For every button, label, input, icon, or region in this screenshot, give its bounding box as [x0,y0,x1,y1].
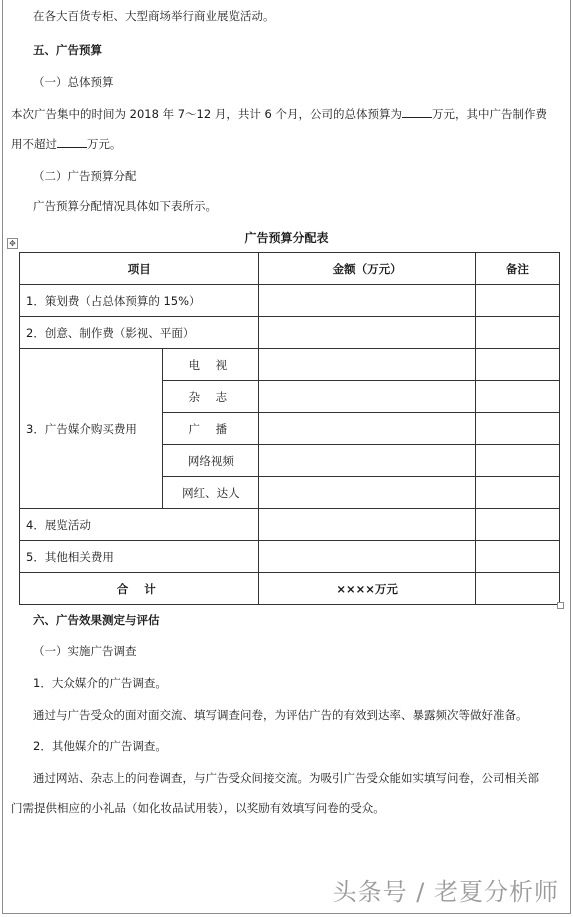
budget-text-b: 万元，其中广告制作费 [431,107,547,121]
section6-heading: 六、广告效果测定与评估 [33,613,160,627]
table-header-row [20,253,560,285]
cell-amount[interactable] [259,477,475,509]
item-mass-media-survey: 1．大众媒介的广告调查。 [33,676,167,690]
paragraph-mass-media: 通过与广告受众的面对面交流、填写调查问卷，为评估广告的有效到达率、暴露频次等做好准备。 [33,708,528,722]
cell-amount[interactable] [259,381,475,413]
cell-remarks[interactable] [475,509,559,541]
paragraph-other-media-line1: 通过网站、杂志上的问卷调查，与广告受众间接交流。为吸引广告受众能如实填写问卷，公司相关部 [33,771,539,785]
media-magazine: 杂 志 [163,381,259,413]
table-row [20,349,560,381]
cell-amount[interactable] [259,317,475,349]
table-row [20,541,560,573]
row-creative-fee: 2．创意、制作费（影视、平面） [20,317,259,349]
cell-remarks[interactable] [475,413,559,445]
paragraph-table-intro: 广告预算分配情况具体如下表所示。 [33,199,217,213]
cell-amount[interactable] [259,413,475,445]
row-other-costs: 5．其他相关费用 [20,541,259,573]
cell-amount[interactable] [259,509,475,541]
cell-amount[interactable] [259,349,475,381]
item-other-media-survey: 2．其他媒介的广告调查。 [33,739,167,753]
header-remarks: 备注 [475,253,559,285]
budget-text-a: 本次广告集中的时间为 2018 年 7～12 月，共计 6 个月，公司的总体预算为 [11,107,402,121]
row-media-purchase: 3．广告媒介购买费用 [20,349,163,509]
total-amount: ××××万元 [259,573,475,605]
blank-total-budget [402,107,432,118]
media-tv: 电 视 [163,349,259,381]
cell-remarks[interactable] [475,477,559,509]
table-row [20,317,560,349]
media-influencers: 网红、达人 [163,477,259,509]
cell-remarks[interactable] [475,317,559,349]
paragraph-other-media-line2: 门需提供相应的小礼品（如化妆品试用装），以奖励有效填写问卷的受众。 [11,801,385,815]
budget-text-c: 用不超过 [11,137,57,151]
cell-remarks[interactable] [475,445,559,477]
total-label: 合 计 [20,573,259,605]
subheading-budget-allocation: （二）广告预算分配 [33,169,137,183]
cell-remarks[interactable] [475,381,559,413]
paragraph-budget-line2 [11,136,122,152]
budget-text-d: 万元。 [87,137,122,151]
table-title: 广告预算分配表 [244,231,329,245]
header-amount: 金额（万元） [259,253,475,285]
table-move-handle-icon[interactable]: ✥ [7,238,18,249]
media-online-video: 网络视频 [163,445,259,477]
subheading-overall-budget: （一）总体预算 [33,75,114,89]
budget-table [19,252,560,605]
document-page [2,0,571,914]
table-row [20,509,560,541]
subheading-survey: （一）实施广告调查 [33,644,137,658]
cell-remarks[interactable] [475,349,559,381]
header-item: 项目 [20,253,259,285]
table-resize-handle-icon[interactable] [557,602,564,609]
watermark: 头条号 / 老夏分析师 [332,878,559,906]
row-planning-fee: 1．策划费（占总体预算的 15%） [20,285,259,317]
section5-heading: 五、广告预算 [33,43,102,57]
table-row [20,285,560,317]
cell-remarks[interactable] [475,573,559,605]
media-radio: 广 播 [163,413,259,445]
row-exhibition: 4．展览活动 [20,509,259,541]
blank-production-cost [57,137,87,148]
cell-amount[interactable] [259,541,475,573]
table-total-row [20,573,560,605]
cell-amount[interactable] [259,285,475,317]
cell-remarks[interactable] [475,285,559,317]
cell-amount[interactable] [259,445,475,477]
cell-remarks[interactable] [475,541,559,573]
intro-line: 在各大百货专柜、大型商场举行商业展览活动。 [33,9,275,23]
paragraph-budget-line1 [11,106,547,122]
